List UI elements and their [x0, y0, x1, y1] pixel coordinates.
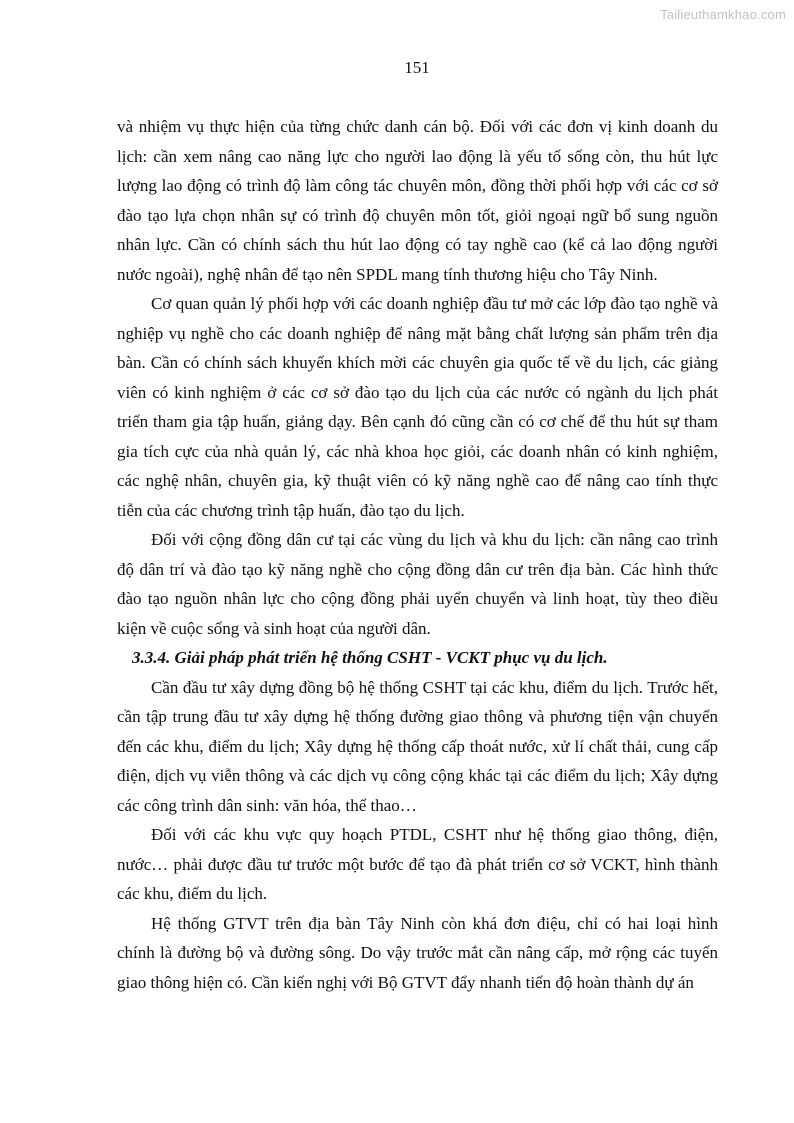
paragraph: Hệ thống GTVT trên địa bàn Tây Ninh còn khá đơn điệu, chỉ có hai loại hình chính là đường bộ và đường sông. Do vậy trước mắt cần nâng cấp, mở rộng các tuyến giao thông hiện có. Cần kiến nghị với Bộ GTVT đẩy nhanh tiến độ hoàn thành dự án [117, 913, 718, 992]
page-number: 151 [404, 58, 430, 77]
paragraph: Cơ quan quản lý phối hợp với các doanh nghiệp đầu tư mở các lớp đào tạo nghề và nghiệp vụ nghề cho các doanh nghiệp để nâng mặt bằng chất lượng sản phẩm trên địa bàn. Cần có chính sách khuyến khích mời các chuyên gia quốc tế về du lịch, các giảng viên có kinh nghiệm ở các cơ sở đào tạo du lịch của các nước có ngành du lịch phát triển tham gia tập huấn, giảng dạy. Bên cạnh đó cũng cần có cơ chế để thu hút sự tham gia tích cực của nhà quản lý, các nhà khoa học giỏi, các doanh nhân có kinh nghiệm, các nghệ nhân, chuyên gia, kỹ thuật viên có kỹ năng nghề cao để nâng cao tính thực tiễn của các chương trình tập huấn, đào tạo du lịch. [117, 294, 718, 520]
paragraph: Cần đầu tư xây dựng đồng bộ hệ thống CSHT tại các khu, điểm du lịch. Trước hết, cần tập trung đầu tư xây dựng hệ thống đường giao thông và phương tiện vận chuyển đến các khu, điểm du lịch; Xây dựng hệ thống cấp thoát nước, xử lí chất thải, cung cấp điện, dịch vụ viễn thông và các dịch vụ công cộng khác tại các điểm du lịch; Xây dựng các công trình dân sinh: văn hóa, thể thao… [117, 677, 718, 815]
section-heading: 3.3.4. Giải pháp phát triển hệ thống CSHT - VCKT phục vụ du lịch. [132, 648, 608, 667]
document-body [117, 112, 718, 997]
watermark: Tailieuthamkhao.com [660, 7, 786, 22]
paragraph: Đối với cộng đồng dân cư tại các vùng du lịch và khu du lịch: cần nâng cao trình độ dân trí và đào tạo kỹ năng nghề cho cộng đồng dân cư trên địa bàn. Các hình thức đào tạo nguồn nhân lực cho cộng đồng phải uyển chuyển và linh hoạt, tùy theo điều kiện về cuộc sống và sinh hoạt của người dân. [117, 530, 718, 638]
paragraph: Đối với các khu vực quy hoạch PTDL, CSHT như hệ thống giao thông, điện, nước… phải được đầu tư trước một bước để tạo đà phát triển cơ sở VCKT, hình thành các khu, điểm du lịch. [117, 825, 718, 903]
paragraph: và nhiệm vụ thực hiện của từng chức danh cán bộ. Đối với các đơn vị kinh doanh du lịch: cần xem nâng cao năng lực cho người lao động là yếu tố sống còn, thu hút lực lượng lao động có trình độ làm công tác chuyên môn, đồng thời phối hợp với các cơ sở đào tạo lựa chọn nhân sự có trình độ chuyên môn tốt, giỏi ngoại ngữ bổ sung nguồn nhân lực. Cần có chính sách thu hút lao động có tay nghề cao (kể cả lao động người nước ngoài), nghệ nhân để tạo nên SPDL mang tính thương hiệu cho Tây Ninh. [117, 117, 718, 284]
